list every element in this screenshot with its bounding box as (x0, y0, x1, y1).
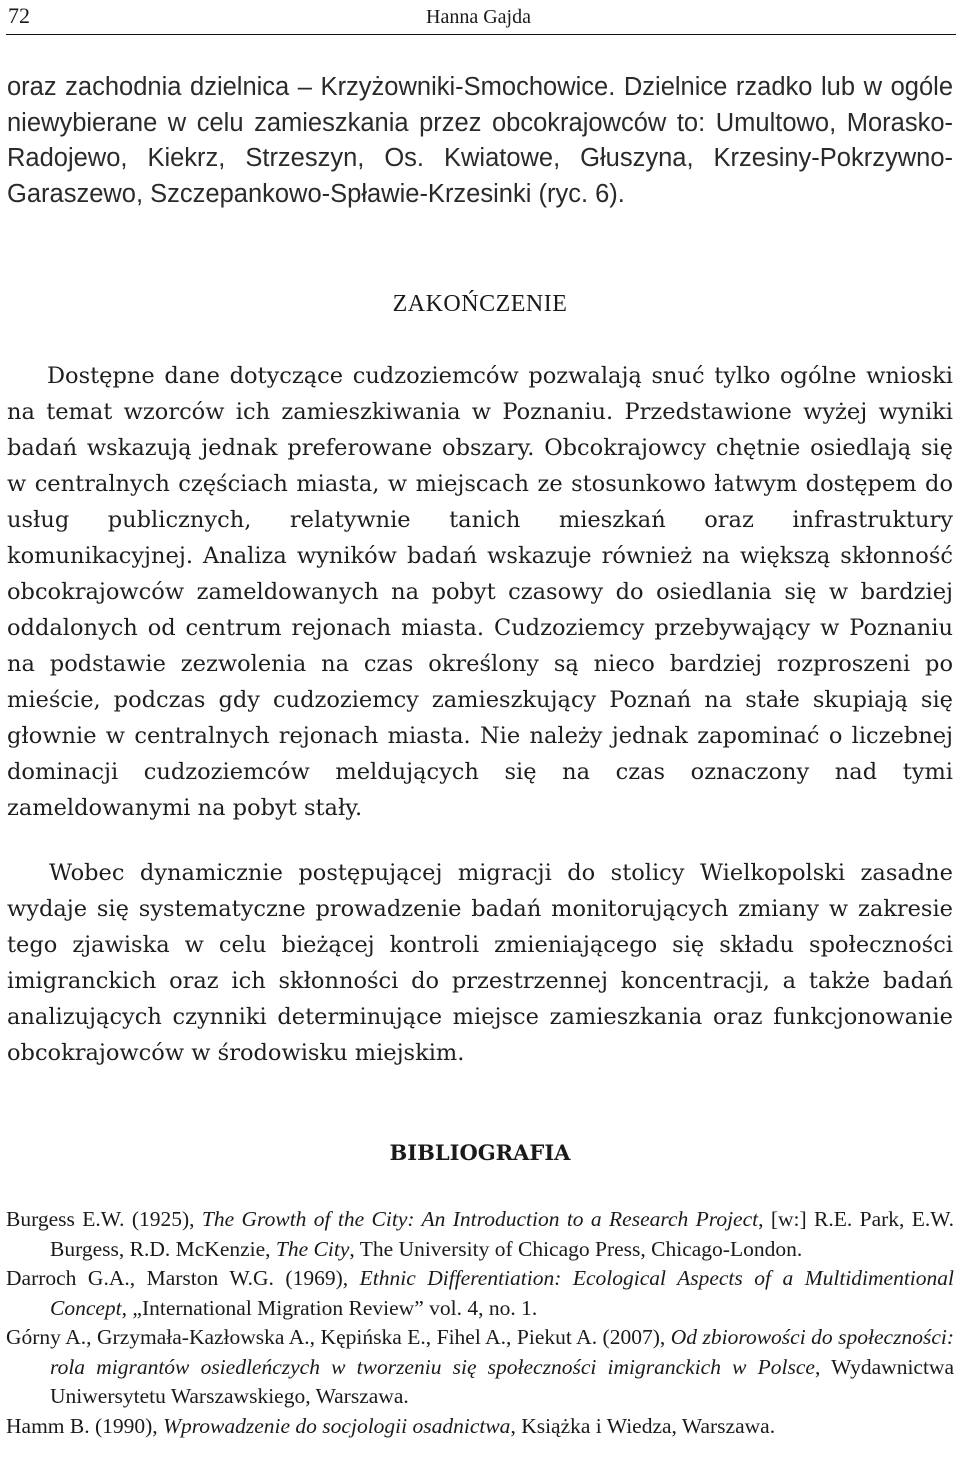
conclusion-paragraph-2: Wobec dynamicznie postępującej migracji do stolicy Wielkopolski zasadne wydaje się systematyczne prowadzenie badań monitorujących zmiany w zakresie tego zjawiska w celu bieżącej kontroli zmieniającego się składu społeczności imigranckich oraz ich skłonności do przestrzennej koncentracji, a także badań analizujących czynniki determinujące miejsce zamieszkania oraz funkcjonowanie obcokrajowców w środowisku miejskim. (7, 860, 953, 1066)
bibliography-entry (6, 1264, 954, 1323)
entry-authors: Darroch G.A., Marston W.G. (1969), (6, 1266, 360, 1290)
entry-authors: Hamm B. (1990), (6, 1413, 164, 1438)
conclusion-paragraph-1: Dostępne dane dotyczące cudzoziemców pozwalają snuć tylko ogólne wnioski na temat wzorców ich zamieszkiwania w Poznaniu. Przedstawione wyżej wyniki badań wskazują jednak preferowane obszary. Obcokrajowcy chętnie osiedlają się w centralnych częściach miasta, w miejscach ze stosunkowo łatwym dostępem do usług publicznych, relatywnie tanich mieszkań oraz infrastruktury komunikacyjnej. Analiza wyników badań wskazuje również na większą skłonność obcokrajowców zameldowanych na pobyt czasowy do osiedlania się w bardziej oddalonych od centrum rejonach miasta. Cudzoziemcy przebywający w Poznaniu na podstawie zezwolenia na czas określony są nieco bardziej rozproszeni po mieście, podczas gdy cudzoziemcy zamieszkujący Poznań na stałe skupiają się głownie w centralnych rejonach miasta. Nie należy jednak zapominać o liczebnej dominacji cudzoziemców meldujących się na czas oznaczony nad tymi zameldowanymi na pobyt stały. (7, 363, 953, 821)
entry-publisher: , The University of Chicago Press, Chicago-London. (349, 1236, 803, 1261)
conclusion-heading: ZAKOŃCZENIE (392, 291, 568, 317)
entry-title: Wprowadzenie do socjologii osadnictwa (163, 1413, 511, 1438)
bibliography-heading: BIBLIOGRAFIA (389, 1140, 571, 1165)
bibliography-list (6, 1205, 954, 1441)
entry-title: Ethnic Differentiation: Ecological Aspects of a Multidimentional Concept (50, 1266, 954, 1320)
bibliography-entry (6, 1205, 954, 1264)
entry-title: Od zbiorowości do społeczności: rola migrantów osiedleńczych w tworzeniu się społeczności imigranckich w Polsce (50, 1325, 955, 1379)
entry-title: The Growth of the City: An Introduction to a Research Project (201, 1207, 759, 1231)
running-head-author: Hanna Gajda (426, 6, 531, 28)
entry-details: , Wydawnictwa Uniwersytetu Warszawskiego, Warszawa. (50, 1354, 955, 1408)
entry-details: , [w:] R.E. Park, E.W. Burgess, R.D. McKenzie, (50, 1207, 954, 1261)
bibliography-entry (6, 1412, 954, 1442)
entry-book-title: The City (275, 1236, 350, 1261)
entry-authors: Burgess E.W. (1925), (6, 1207, 202, 1231)
page-header (6, 2, 956, 35)
entry-details: , Książka i Wiedza, Warszawa. (510, 1413, 776, 1438)
page-number: 72 (8, 3, 30, 28)
entry-authors: Górny A., Grzymała-Kazłowska A., Kępińska E., Fihel A., Piekut A. (2007), (6, 1325, 671, 1349)
entry-details: , „International Migration Review” vol. 4, no. 1. (121, 1295, 538, 1320)
bibliography-entry (6, 1323, 954, 1412)
intro-paragraph: oraz zachodnia dzielnica – Krzyżowniki-Smochowice. Dzielnice rzadko lub w ogóle niewybierane w celu zamieszkania przez obcokrajowców to: Umultowo, Morasko-Radojewo, Kiekrz, Strzeszyn, Os. Kwiatowe, Głuszyna, Krzesiny-Pokrzywno-Garaszewo, Szczepankowo-Spławie-Krzesinki (ryc. 6). (7, 73, 953, 208)
